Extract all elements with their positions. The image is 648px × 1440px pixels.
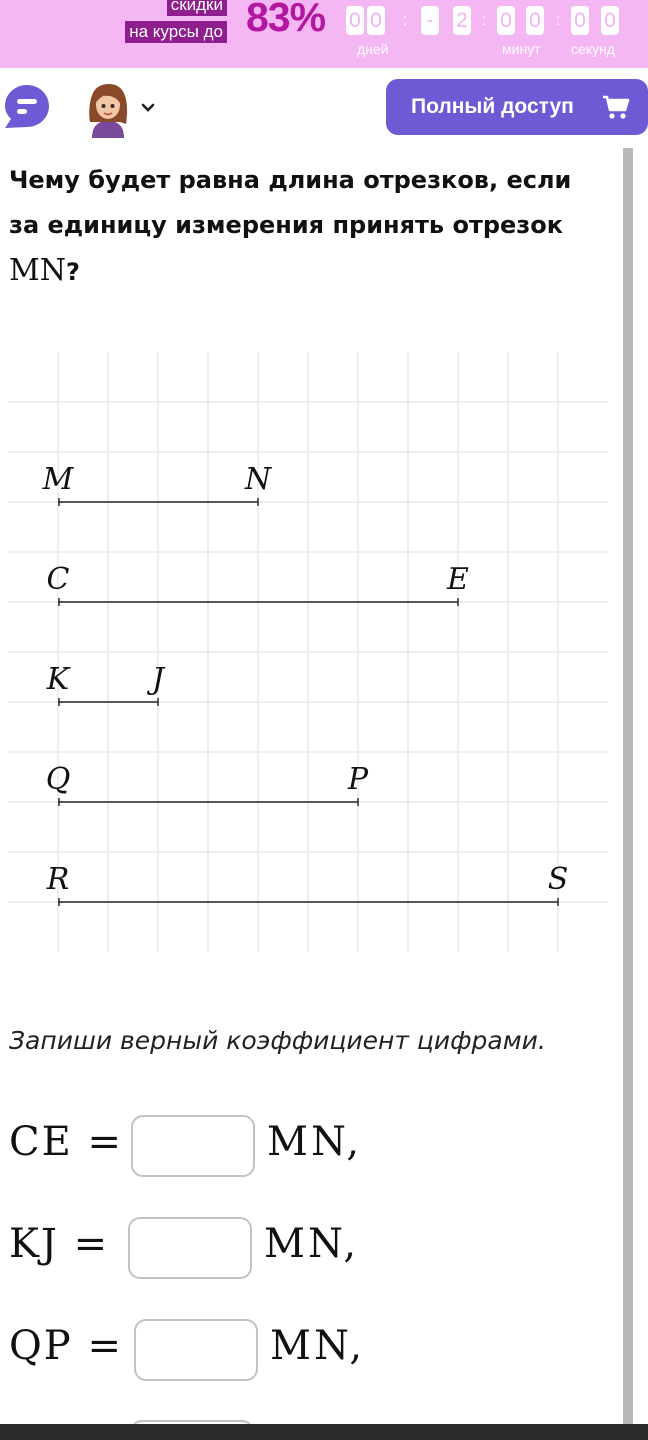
timer-separator: : xyxy=(556,12,561,29)
segment-label-start: R xyxy=(46,862,70,897)
timer-digit: 0 xyxy=(571,6,589,35)
full-access-label: Полный доступ xyxy=(411,95,574,118)
equation-rhs: MN, xyxy=(270,1323,366,1369)
promo-banner[interactable] xyxy=(0,0,648,68)
answer-input-ce[interactable] xyxy=(131,1115,255,1177)
page-scrollbar[interactable] xyxy=(623,148,633,1424)
equation-row xyxy=(0,1217,620,1281)
cart-icon xyxy=(602,94,630,120)
promo-label-top: скидки xyxy=(167,0,227,16)
timer-label-days: дней xyxy=(357,41,389,57)
equation-lhs: QP = xyxy=(9,1323,123,1369)
segment-label-start: K xyxy=(46,662,70,697)
timer-separator: : xyxy=(482,12,487,29)
segments-grid-diagram xyxy=(0,340,620,955)
equation-lhs: CE = xyxy=(9,1119,124,1165)
segment-label-end: J xyxy=(151,662,165,697)
timer-digit: 2 xyxy=(453,6,471,35)
timer-label-seconds: секунд xyxy=(571,41,615,57)
equation-rhs: MN, xyxy=(267,1119,363,1165)
equation-lhs: KJ = xyxy=(9,1221,110,1267)
chat-button[interactable] xyxy=(2,82,52,132)
question-text: Чему будет равна длина отрезков, если за единицу измерения принять отрезок xyxy=(9,166,572,239)
equation-row xyxy=(0,1115,620,1179)
full-access-button[interactable] xyxy=(386,79,648,135)
profile-menu-button[interactable] xyxy=(86,82,158,138)
promo-label-bottom: на курсы до xyxy=(125,21,227,43)
timer-digit: 0 xyxy=(601,6,619,35)
footer-bar xyxy=(0,1424,648,1440)
segment-label-start: M xyxy=(42,462,74,497)
timer-separator: : xyxy=(403,12,408,29)
segment-label-start: C xyxy=(46,562,70,597)
timer-digit: - xyxy=(421,6,439,35)
segment-label-end: S xyxy=(547,862,569,897)
question-end: ? xyxy=(65,258,80,286)
timer-label-minutes: минут xyxy=(502,41,541,57)
girl-avatar-icon xyxy=(86,82,130,138)
segment-label-start: Q xyxy=(45,762,71,797)
segment-label-end: P xyxy=(347,762,369,797)
timer-digit: 0 xyxy=(367,6,385,35)
equation-rhs: MN, xyxy=(264,1221,360,1267)
question-math: MN xyxy=(9,253,66,288)
chat-bubble-icon xyxy=(2,82,52,132)
promo-labels xyxy=(0,0,228,68)
segment-label-end: E xyxy=(447,562,469,597)
answer-input-kj[interactable] xyxy=(128,1217,252,1279)
site-header xyxy=(0,68,648,148)
task-instruction: Запиши верный коэффициент цифрами. xyxy=(9,1026,546,1055)
promo-percent: 83% xyxy=(246,0,326,40)
chevron-down-icon xyxy=(141,103,155,113)
timer-digit: 0 xyxy=(497,6,515,35)
timer-digit: 0 xyxy=(526,6,544,35)
task-question xyxy=(9,158,609,295)
equation-row xyxy=(0,1319,620,1383)
segment-label-end: N xyxy=(244,462,272,497)
timer-digit: 0 xyxy=(346,6,364,35)
answer-input-qp[interactable] xyxy=(134,1319,258,1381)
